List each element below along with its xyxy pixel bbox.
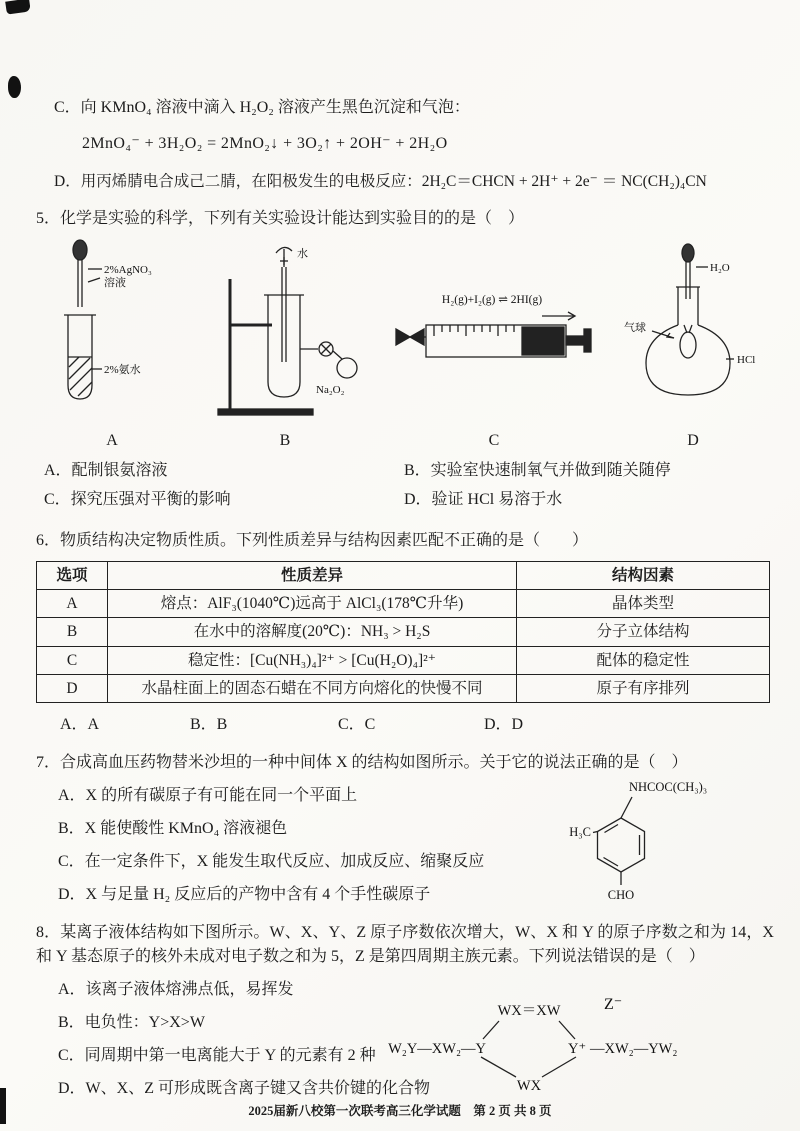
apparatus-d-diagram (618, 237, 768, 427)
apparatus-b (200, 237, 370, 453)
q6-cell: 在水中的溶解度(20℃)：NH₃ > H₂S (108, 618, 517, 646)
q6-cell: B (37, 618, 108, 646)
q6-cell: 水晶柱面上的固态石蜡在不同方向熔化的快慢不同 (108, 674, 517, 702)
q6-cell: 熔点：AlF₃(1040℃)远高于 AlCl₃(178℃升华) (108, 590, 517, 618)
table-row (37, 674, 770, 702)
q6-cell: 原子有序排列 (517, 674, 770, 702)
q6-answer-c: C．C (338, 716, 376, 734)
page-footer: 2025届新八校第一次联考高三化学试题 第 2 页 共 8 页 (248, 1104, 552, 1118)
anion-label: Z⁻ (604, 996, 623, 1014)
q4-equation-c: 2MnO₄⁻ + 3H₂O₂ = 2MnO₂↓ + 3O₂↑ + 2OH⁻ + 2H₂O (82, 135, 448, 152)
q5-option-c: C．探究压强对平衡的影响 (44, 491, 231, 509)
apparatus-a-label: A (106, 432, 118, 450)
q6-table-header-row (37, 561, 770, 589)
q7-stem: 7．合成高血压药物替米沙坦的一种中间体 X 的结构如图所示。关于它的说法正确的是（ ） (36, 754, 688, 772)
q6-cell: 稳定性：[Cu(NH₃)₄]²⁺ > [Cu(H₂O)₄]²⁺ (108, 646, 517, 674)
q8-option-b: B．电负性：Y>X>W (58, 1014, 205, 1032)
q7-option-b: B．X 能使酸性 KMnO₄ 溶液褪色 (58, 820, 288, 838)
q6-answer-a: A．A (60, 716, 100, 734)
reagent-label-ammonia: 2%氨水 (104, 364, 141, 377)
question-8 (36, 921, 774, 1101)
h2o-label: H₂O (710, 262, 730, 275)
apparatus-b-diagram (200, 237, 370, 427)
q6-header-option: 选项 (37, 561, 108, 589)
q6-answer-row (60, 713, 774, 737)
apparatus-a-diagram (42, 237, 182, 427)
q5-options (44, 457, 774, 515)
q5-option-b: B．实验室快速制氧气并做到随关随停 (404, 462, 671, 480)
q6-answer-d: D．D (484, 716, 524, 734)
q6-cell: 分子立体结构 (517, 618, 770, 646)
reagent-label-agno3: 2%AgNO₃ (104, 264, 152, 277)
apparatus-a (42, 237, 182, 453)
q4-option-c: C．向 KMnO₄ 溶液中滴入 H₂O₂ 溶液产生黑色沉淀和气泡： (54, 99, 470, 116)
q8-ionic-liquid-structure (336, 985, 736, 1100)
table-row (37, 590, 770, 618)
water-label: 水 (297, 248, 308, 261)
q7-molecule-structure (563, 775, 758, 905)
apparatus-d-label: D (687, 432, 699, 450)
dropper-and-testtube-drawing (64, 240, 102, 399)
q7-option-c: C．在一定条件下，X 能发生取代反应、加成反应、缩聚反应 (58, 853, 485, 871)
amide-group-label: NHCOC(CH₃)₃ (629, 780, 708, 795)
q6-stem: 6．物质结构决定物质性质。下列性质差异与结构因素匹配不正确的是（ ） (36, 531, 589, 549)
q6-cell: 配体的稳定性 (517, 646, 770, 674)
ring-bonds (481, 1021, 576, 1077)
q6-cell: D (37, 674, 108, 702)
q6-answer-b: B．B (190, 716, 228, 734)
q6-cell: A (37, 590, 108, 618)
equilibrium-equation-label: H₂(g)+I₂(g) ⇌ 2HI(g) (441, 294, 543, 307)
q6-cell: 晶体类型 (517, 590, 770, 618)
q8-option-a: A．该离子液体熔沸点低，易挥发 (58, 981, 294, 999)
methyl-group-label: H₃C (569, 825, 591, 840)
balloon-label: 气球 (624, 322, 646, 335)
ring-top-atoms-label: WX＝XW (497, 1003, 561, 1020)
q5-option-a: A．配制银氨溶液 (44, 462, 168, 480)
syringe-drawing (396, 312, 591, 357)
q8-stem: 8．某离子液体结构如下图所示。W、X、Y、Z 原子序数依次增大，W、X 和 Y 的原子序数之和为 14，X 和 Y 基态原子的核外未成对电子数之和为 5，Z 是第四周期主族元素。下列说法错误的是（ ） (36, 924, 774, 966)
benzene-ring (593, 797, 645, 885)
apparatus-b-label: B (279, 432, 291, 450)
q5-stem: 5．化学是实验的科学，下列有关实验设计能达到实验目的的是（ ） (36, 210, 525, 228)
aldehyde-group-label: CHO (607, 888, 635, 903)
table-row (37, 618, 770, 646)
q7-option-d: D．X 与足量 H₂ 反应后的产物中含有 4 个手性碳原子 (58, 886, 431, 904)
q5-apparatus-row (36, 237, 774, 453)
q5-option-d: D．验证 HCl 易溶于水 (404, 491, 563, 509)
left-chain-label: W₂Y—XW₂—Y (388, 1041, 486, 1058)
q8-option-c: C．同周期中第一电离能大于 Y 的元素有 2 种 (58, 1047, 376, 1065)
cation-label: Y⁺ (568, 1041, 587, 1058)
table-row (37, 646, 770, 674)
question-7 (36, 751, 774, 907)
na2o2-label: Na₂O₂ (316, 384, 345, 397)
q6-header-difference: 性质差异 (108, 561, 517, 589)
hcl-label: HCl (737, 354, 756, 367)
q8-option-d: D．W、X、Z 可形成既含离子键又含共价键的化合物 (58, 1080, 430, 1098)
apparatus-c (388, 237, 600, 453)
right-chain-label: —XW₂—YW₂ (590, 1041, 678, 1058)
apparatus-d (618, 237, 768, 453)
q6-header-factor: 结构因素 (517, 561, 770, 589)
q6-table (36, 561, 770, 703)
scan-artifact (8, 76, 21, 98)
q6-cell: C (37, 646, 108, 674)
apparatus-c-label: C (488, 432, 500, 450)
q4-option-d: D．用丙烯腈电合成己二腈，在阳极发生的电极反应：2H₂C＝CHCN + 2H⁺ + 2e⁻ ＝ NC(CH₂)₄CN (54, 173, 707, 190)
apparatus-c-diagram (388, 237, 600, 427)
reagent-label-solution: 溶液 (104, 277, 126, 290)
ring-bottom-atoms-label: WX (516, 1078, 542, 1095)
q7-option-a: A．X 的所有碳原子有可能在同一个平面上 (58, 787, 358, 805)
